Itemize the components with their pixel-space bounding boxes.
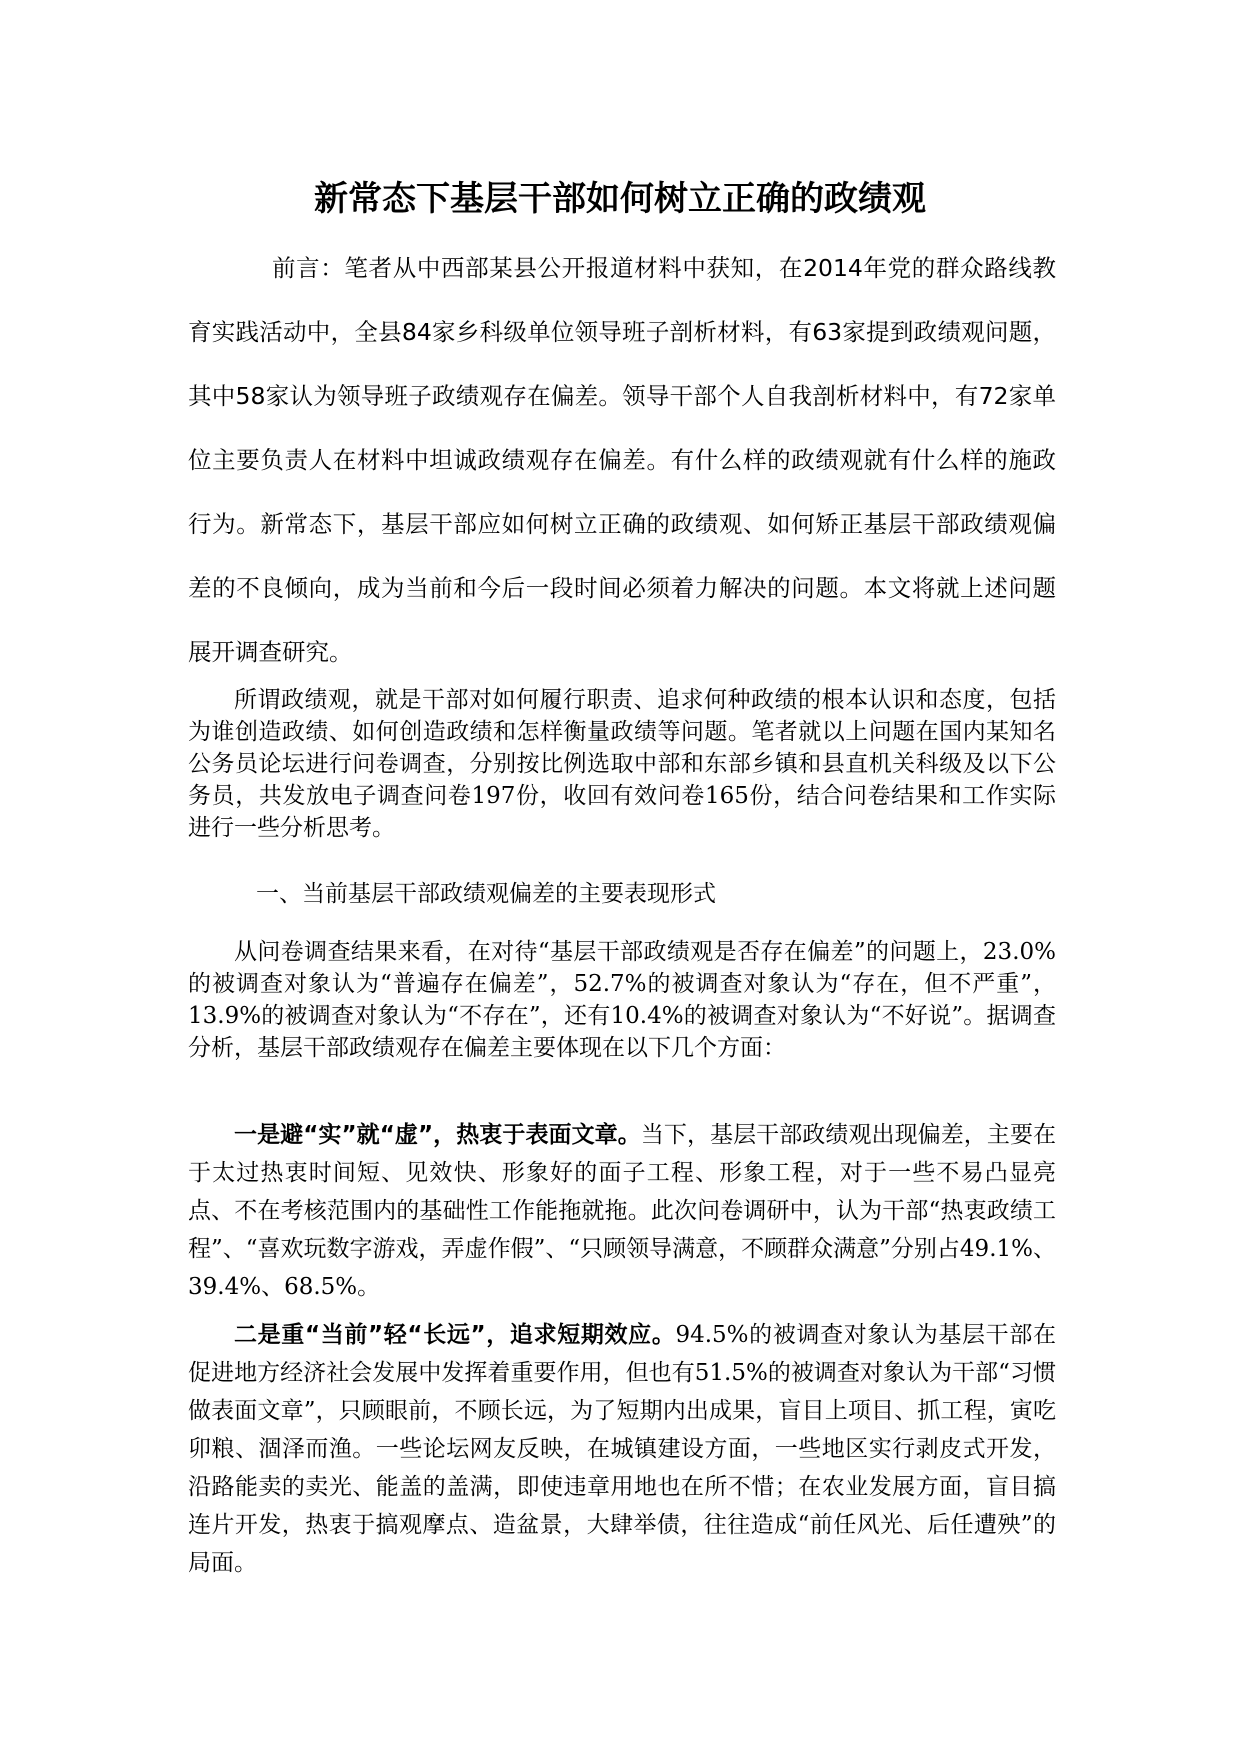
- section-heading: 一、当前基层干部政绩观偏差的主要表现形式: [256, 881, 716, 907]
- point-one-text: 当下，基层干部政绩观出现偏差，主要在于太过热衷时间短、见效快、形象好的面子工程、形象工程，对于一些不易凸显亮点、不在考核范围内的基础性工作能拖就拖。此次问卷调研中，认为干部“热衷政绩工程”、“喜欢玩数字游戏，弄虚作假”、“只顾领导满意，不顾群众满意”分别占49.1%、39.4%、68.5%。: [188, 1122, 1057, 1300]
- point-two-lead: 二是重“当前”轻“长远”，追求短期效应。: [234, 1322, 676, 1348]
- definition-paragraph: 所谓政绩观，就是干部对如何履行职责、追求何种政绩的根本认识和态度，包括为谁创造政绩、如何创造政绩和怎样衡量政绩等问题。笔者就以上问题在国内某知名公务员论坛进行问卷调查，分别按比例选取中部和东部乡镇和县直机关科级及以下公务员，共发放电子调查问卷197份，收回有效问卷165份，结合问卷结果和工作实际进行一些分析思考。: [188, 687, 1056, 841]
- preface-paragraph: 前言：笔者从中西部某县公开报道材料中获知，在2014年党的群众路线教育实践活动中，全县84家乡科级单位领导班子剖析材料，有63家提到政绩观问题，其中58家认为领导班子政绩观存在偏差。领导干部个人自我剖析材料中，有72家单位主要负责人在材料中坦诚政绩观存在偏差。有什么样的政绩观就有什么样的施政行为。新常态下，基层干部应如何树立正确的政绩观、如何矫正基层干部政绩观偏差的不良倾向，成为当前和今后一段时间必须着力解决的问题。本文将就上述问题展开调查研究。: [188, 254, 1056, 666]
- point-one-lead: 一是避“实”就“虚”，热衷于表面文章。: [234, 1122, 641, 1148]
- survey-results-paragraph: 从问卷调查结果来看，在对待“基层干部政绩观是否存在偏差”的问题上，23.0%的被调查对象认为“普遍存在偏差”，52.7%的被调查对象认为“存在，但不严重”，13.9%的被调查对象认为“不存在”，还有10.4%的被调查对象认为“不好说”。据调查分析，基层干部政绩观存在偏差主要体现在以下几个方面：: [188, 939, 1056, 1061]
- point-two-text: 94.5%的被调查对象认为基层干部在促进地方经济社会发展中发挥着重要作用，但也有51.5%的被调查对象认为干部“习惯做表面文章”，只顾眼前，不顾长远，为了短期内出成果，盲目上项目、抓工程，寅吃卯粮、涸泽而渔。一些论坛网友反映，在城镇建设方面，一些地区实行剥皮式开发，沿路能卖的卖光、能盖的盖满，即使违章用地也在所不惜；在农业发展方面，盲目搞连片开发，热衷于搞观摩点、造盆景，大肆举债，往往造成“前任风光、后任遭殃”的局面。: [188, 1322, 1056, 1576]
- point-two-paragraph: [188, 1316, 1056, 1582]
- point-one-paragraph: [188, 1116, 1056, 1306]
- document-title: 新常态下基层干部如何树立正确的政绩观: [314, 179, 926, 219]
